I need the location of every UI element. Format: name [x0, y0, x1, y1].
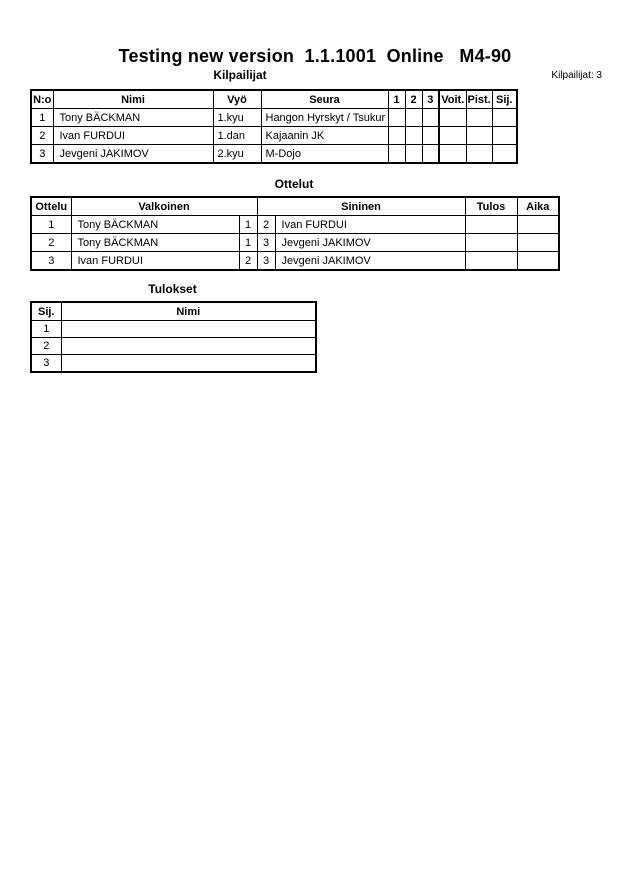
table-row [31, 127, 517, 145]
place-cell [492, 145, 517, 164]
col-header-round1: 1 [388, 90, 405, 109]
competitor-no: 3 [31, 145, 53, 164]
competitor-belt: 1.kyu [213, 109, 261, 127]
col-header-no: N:o [31, 90, 53, 109]
place-cell [492, 109, 517, 127]
round3-cell [422, 145, 439, 164]
col-header-points: Pist. [466, 90, 492, 109]
col-header-belt: Vyö [213, 90, 261, 109]
col-header-blue: Sininen [257, 197, 465, 216]
wins-cell [439, 145, 466, 164]
competitor-no: 2 [31, 127, 53, 145]
round2-cell [405, 145, 422, 164]
col-header-match: Ottelu [31, 197, 71, 216]
white-no: 2 [239, 252, 257, 271]
time-cell [517, 252, 559, 271]
matches-heading: Ottelut [274, 177, 314, 191]
col-header-white: Valkoinen [71, 197, 257, 216]
result-place: 1 [31, 321, 61, 338]
round3-cell [422, 109, 439, 127]
results-header-row [31, 302, 316, 321]
col-header-place: Sij. [492, 90, 517, 109]
page-title: Testing new version 1.1.1001 Online M4-90 [118, 46, 512, 66]
competitors-count-label: Kilpailijat: 3 [551, 70, 602, 81]
competitor-name: Ivan FURDUI [53, 127, 213, 145]
blue-no: 3 [257, 252, 275, 271]
competitors-header-row [31, 90, 517, 109]
round1-cell [388, 109, 405, 127]
blue-name: Jevgeni JAKIMOV [275, 252, 465, 271]
match-no: 2 [31, 234, 71, 252]
blue-no: 2 [257, 216, 275, 234]
points-cell [466, 109, 492, 127]
col-header-club: Seura [261, 90, 388, 109]
round1-cell [388, 145, 405, 164]
competitors-heading: Kilpailijat [213, 68, 267, 82]
wins-cell [439, 109, 466, 127]
matches-table [30, 196, 560, 271]
round3-cell [422, 127, 439, 145]
white-no: 1 [239, 234, 257, 252]
points-cell [466, 145, 492, 164]
competitor-belt: 2.kyu [213, 145, 261, 164]
table-row [31, 234, 559, 252]
result-place: 3 [31, 355, 61, 373]
white-no: 1 [239, 216, 257, 234]
competitor-name: Jevgeni JAKIMOV [53, 145, 213, 164]
blue-name: Jevgeni JAKIMOV [275, 234, 465, 252]
time-cell [517, 216, 559, 234]
competitor-belt: 1.dan [213, 127, 261, 145]
white-name: Tony BÄCKMAN [71, 216, 239, 234]
wins-cell [439, 127, 466, 145]
match-no: 3 [31, 252, 71, 271]
result-cell [465, 252, 517, 271]
competitor-no: 1 [31, 109, 53, 127]
blue-name: Ivan FURDUI [275, 216, 465, 234]
col-header-wins: Voit. [439, 90, 466, 109]
table-row [31, 252, 559, 271]
competitor-name: Tony BÄCKMAN [53, 109, 213, 127]
competitor-club: M-Dojo [261, 145, 388, 164]
white-name: Ivan FURDUI [71, 252, 239, 271]
result-name [61, 321, 316, 338]
table-row [31, 109, 517, 127]
competitors-table [30, 89, 518, 164]
col-header-round2: 2 [405, 90, 422, 109]
table-row [31, 338, 316, 355]
time-cell [517, 234, 559, 252]
matches-header-row [31, 197, 559, 216]
points-cell [466, 127, 492, 145]
round2-cell [405, 109, 422, 127]
col-header-time: Aika [517, 197, 559, 216]
place-cell [492, 127, 517, 145]
round2-cell [405, 127, 422, 145]
col-header-place: Sij. [31, 302, 61, 321]
col-header-name: Nimi [61, 302, 316, 321]
competitor-club: Hangon Hyrskyt / Tsukur [261, 109, 388, 127]
match-no: 1 [31, 216, 71, 234]
result-cell [465, 234, 517, 252]
result-place: 2 [31, 338, 61, 355]
competitor-club: Kajaanin JK [261, 127, 388, 145]
col-header-result: Tulos [465, 197, 517, 216]
white-name: Tony BÄCKMAN [71, 234, 239, 252]
results-heading: Tulokset [148, 282, 197, 296]
results-table [30, 301, 317, 373]
result-name [61, 338, 316, 355]
result-name [61, 355, 316, 373]
table-row [31, 216, 559, 234]
round1-cell [388, 127, 405, 145]
table-row [31, 321, 316, 338]
col-header-round3: 3 [422, 90, 439, 109]
blue-no: 3 [257, 234, 275, 252]
table-row [31, 145, 517, 164]
table-row [31, 355, 316, 373]
col-header-name: Nimi [53, 90, 213, 109]
result-cell [465, 216, 517, 234]
